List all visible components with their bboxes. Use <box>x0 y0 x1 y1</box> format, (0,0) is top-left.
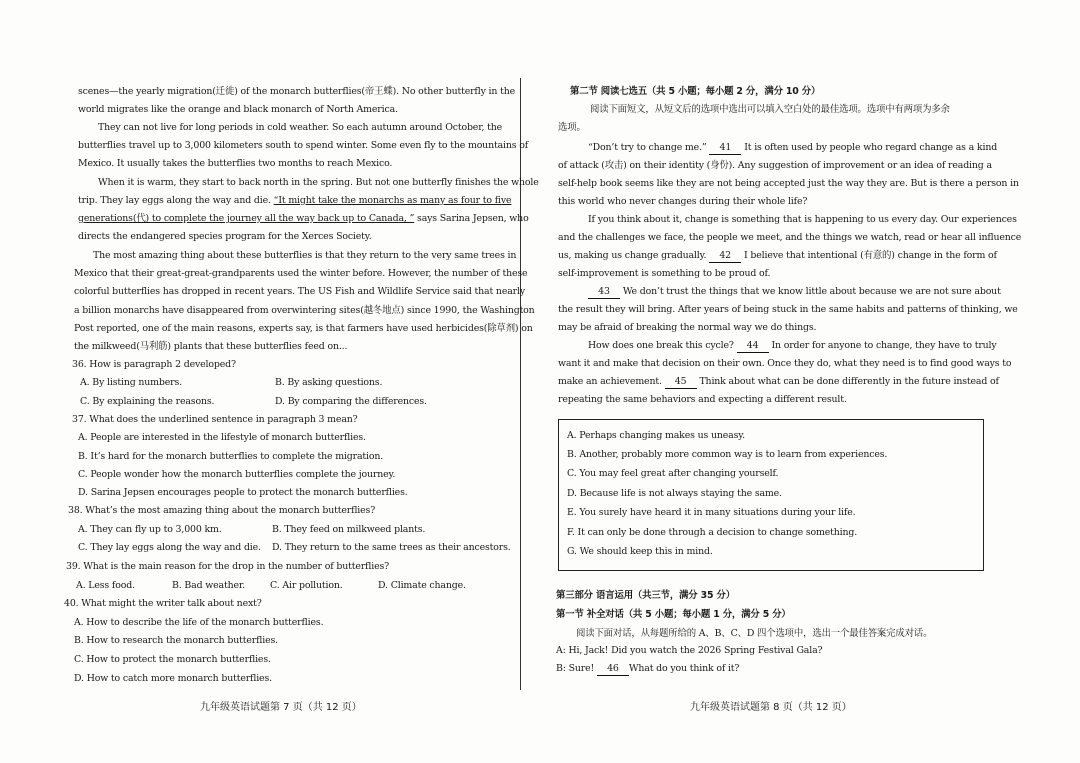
option: D. By comparing the differences. <box>275 396 427 407</box>
option: G. We should keep this in mind. <box>567 546 713 557</box>
instruction: 选项。 <box>558 122 586 133</box>
text-line: self-improvement is something to be proud of. <box>558 268 771 279</box>
instruction: 阅读下面短文，从短文后的选项中选出可以填入空白处的最佳选项。选项中有两项为多余 <box>590 104 950 115</box>
text-line: Mexico. It usually takes the butterflies two months to reach Mexico. <box>78 158 393 169</box>
text-line: Post reported, one of the main reasons, experts say, is that farmers have used herbicides(除草剂) on <box>74 323 533 334</box>
text-line: scenes—the yearly migration(迁徙) of the monarch butterflies(帝王蝶). No other butterfly in the <box>78 86 516 97</box>
option: A. By listing numbers. <box>80 377 182 388</box>
text-line: the result they will bring. After years of being stuck in the same habits and patterns of thinking, we <box>558 304 1018 315</box>
text-line: directs the endangered species program for the Xerces Society. <box>78 231 372 242</box>
underlined-sentence: generations(代) to complete the journey all the way back up to Canada, ” <box>78 213 415 224</box>
section-title: 第二节 阅读七选五（共 5 小题；每小题 2 分，满分 10 分） <box>570 86 821 97</box>
option: D. How to catch more monarch butterflies. <box>74 673 272 684</box>
option: B. Another, probably more common way is to learn from experiences. <box>567 449 888 460</box>
text-line: If you think about it, change is something that is happening to us every day. Our experiences <box>588 214 1017 225</box>
text-line: butterflies travel up to 3,000 kilometers south to spend winter. Some even fly to the mountains of <box>78 140 529 151</box>
question: 37. What does the underlined sentence in paragraph 3 mean? <box>72 414 358 425</box>
part-title: 第三部分 语言运用（共三节，满分 35 分） <box>556 590 735 601</box>
text-line: The most amazing thing about these butterflies is that they return to the very same trees in <box>93 250 517 261</box>
blank-41[interactable]: 41 <box>709 142 741 155</box>
dialog-line: B: Sure! 46 What do you think of it? <box>556 663 740 674</box>
text-line: self-help book seems like they are not being accepted just the way they are. But is there a person in <box>558 178 1019 189</box>
text-line: trip. They lay eggs along the way and die. “It might take the monarchs as many as four to five <box>78 195 512 206</box>
option: A. Less food. <box>76 580 135 591</box>
text-line: this world who never changes during their whole life? <box>558 196 808 207</box>
option: C. By explaining the reasons. <box>80 396 215 407</box>
text-line: generations(代) to complete the journey all the way back up to Canada, ” says Sarina Jepsen, who <box>78 213 529 224</box>
text-line: colorful butterflies has dropped in recent years. The US Fish and Wildlife Service said that nearly <box>74 286 525 297</box>
option: A. Perhaps changing makes us uneasy. <box>567 430 745 441</box>
question: 38. What’s the most amazing thing about the monarch butterflies? <box>68 505 376 516</box>
option: D. Because life is not always staying the same. <box>567 488 782 499</box>
option: B. By asking questions. <box>275 377 383 388</box>
blank-45[interactable]: 45 <box>665 376 697 389</box>
instruction: 阅读下面对话，从每题所给的 A、B、C、D 四个选项中，选出一个最佳答案完成对话。 <box>576 628 933 639</box>
option: C. You may feel great after changing yourself. <box>567 468 779 479</box>
option: B. It’s hard for the monarch butterflies to complete the migration. <box>78 451 384 462</box>
page-footer: 九年级英语试题第 8 页（共 12 页） <box>690 702 852 713</box>
section-title: 第一节 补全对话（共 5 小题；每小题 1 分，满分 5 分） <box>556 609 791 620</box>
option: C. How to protect the monarch butterflies. <box>74 654 271 665</box>
option: B. They feed on milkweed plants. <box>272 524 426 535</box>
text-line: and the challenges we face, the people we meet, and the things we watch, read or hear all influence <box>558 232 1022 243</box>
text-line: They can not live for long periods in cold weather. So each autumn around October, the <box>98 122 503 133</box>
blank-46[interactable]: 46 <box>597 663 629 676</box>
option: C. They lay eggs along the way and die. <box>78 542 261 553</box>
option: A. They can fly up to 3,000 km. <box>78 524 222 535</box>
blank-44[interactable]: 44 <box>737 340 769 353</box>
blank-42[interactable]: 42 <box>709 250 741 263</box>
option: A. People are interested in the lifestyle of monarch butterflies. <box>78 432 366 443</box>
question: 40. What might the writer talk about next? <box>64 598 262 609</box>
text-line: us, making us change gradually. 42 I believe that intentional (有意的) change in the form of <box>558 250 997 261</box>
option: F. It can only be done through a decision to change something. <box>567 527 858 538</box>
option: D. Climate change. <box>378 580 466 591</box>
dialog-line: A: Hi, Jack! Did you watch the 2026 Spring Festival Gala? <box>556 645 823 656</box>
text-line: Mexico that their great-great-grandparents used the winter before. However, the number of these <box>74 268 528 279</box>
option: E. You surely have heard it in many situations during your life. <box>567 507 856 518</box>
option: C. People wonder how the monarch butterflies complete the journey. <box>78 469 396 480</box>
text-line: may be afraid of breaking the normal way we do things. <box>558 322 817 333</box>
text-line: repeating the same behaviors and expecting a different result. <box>558 394 847 405</box>
option: B. Bad weather. <box>172 580 246 591</box>
option: B. How to research the monarch butterflies. <box>74 635 278 646</box>
option: A. How to describe the life of the monarch butterflies. <box>74 617 324 628</box>
text-line: of attack (攻击) on their identity (身份). Any suggestion of improvement or an idea of reading a <box>558 160 992 171</box>
question: 39. What is the main reason for the drop in the number of butterflies? <box>66 561 390 572</box>
text-line: 43 We don’t trust the things that we know little about because we are not sure about <box>588 286 1001 299</box>
option: C. Air pollution. <box>270 580 343 591</box>
page-footer: 九年级英语试题第 7 页（共 12 页） <box>200 702 362 713</box>
options-box <box>558 419 984 571</box>
question: 36. How is paragraph 2 developed? <box>72 359 236 370</box>
blank-43[interactable]: 43 <box>588 286 620 299</box>
option: D. Sarina Jepsen encourages people to protect the monarch butterflies. <box>78 487 408 498</box>
underlined-sentence: “It might take the monarchs as many as four to five <box>273 195 512 206</box>
text-line: a billion monarchs have disappeared from overwintering sites(越冬地点) since 1990, the Washington <box>74 305 535 316</box>
text-line: “Don’t try to change me.” 41 It is often used by people who regard change as a kind <box>588 142 998 153</box>
option: D. They return to the same trees as their ancestors. <box>272 542 511 553</box>
text-line: world migrates like the orange and black monarch of North America. <box>78 104 398 115</box>
text-line: make an achievement. 45 Think about what can be done differently in the future instead of <box>558 376 999 387</box>
column-divider <box>520 78 521 690</box>
text-line: want it and make that decision on their own. Once they do, what they need is to find good ways to <box>558 358 1012 369</box>
text-line: When it is warm, they start to back north in the spring. But not one butterfly finishes the whole <box>98 177 539 188</box>
text-line: How does one break this cycle? 44 In order for anyone to change, they have to truly <box>588 340 997 351</box>
text-line: the milkweed(马利筋) plants that these butterflies feed on... <box>74 341 348 352</box>
